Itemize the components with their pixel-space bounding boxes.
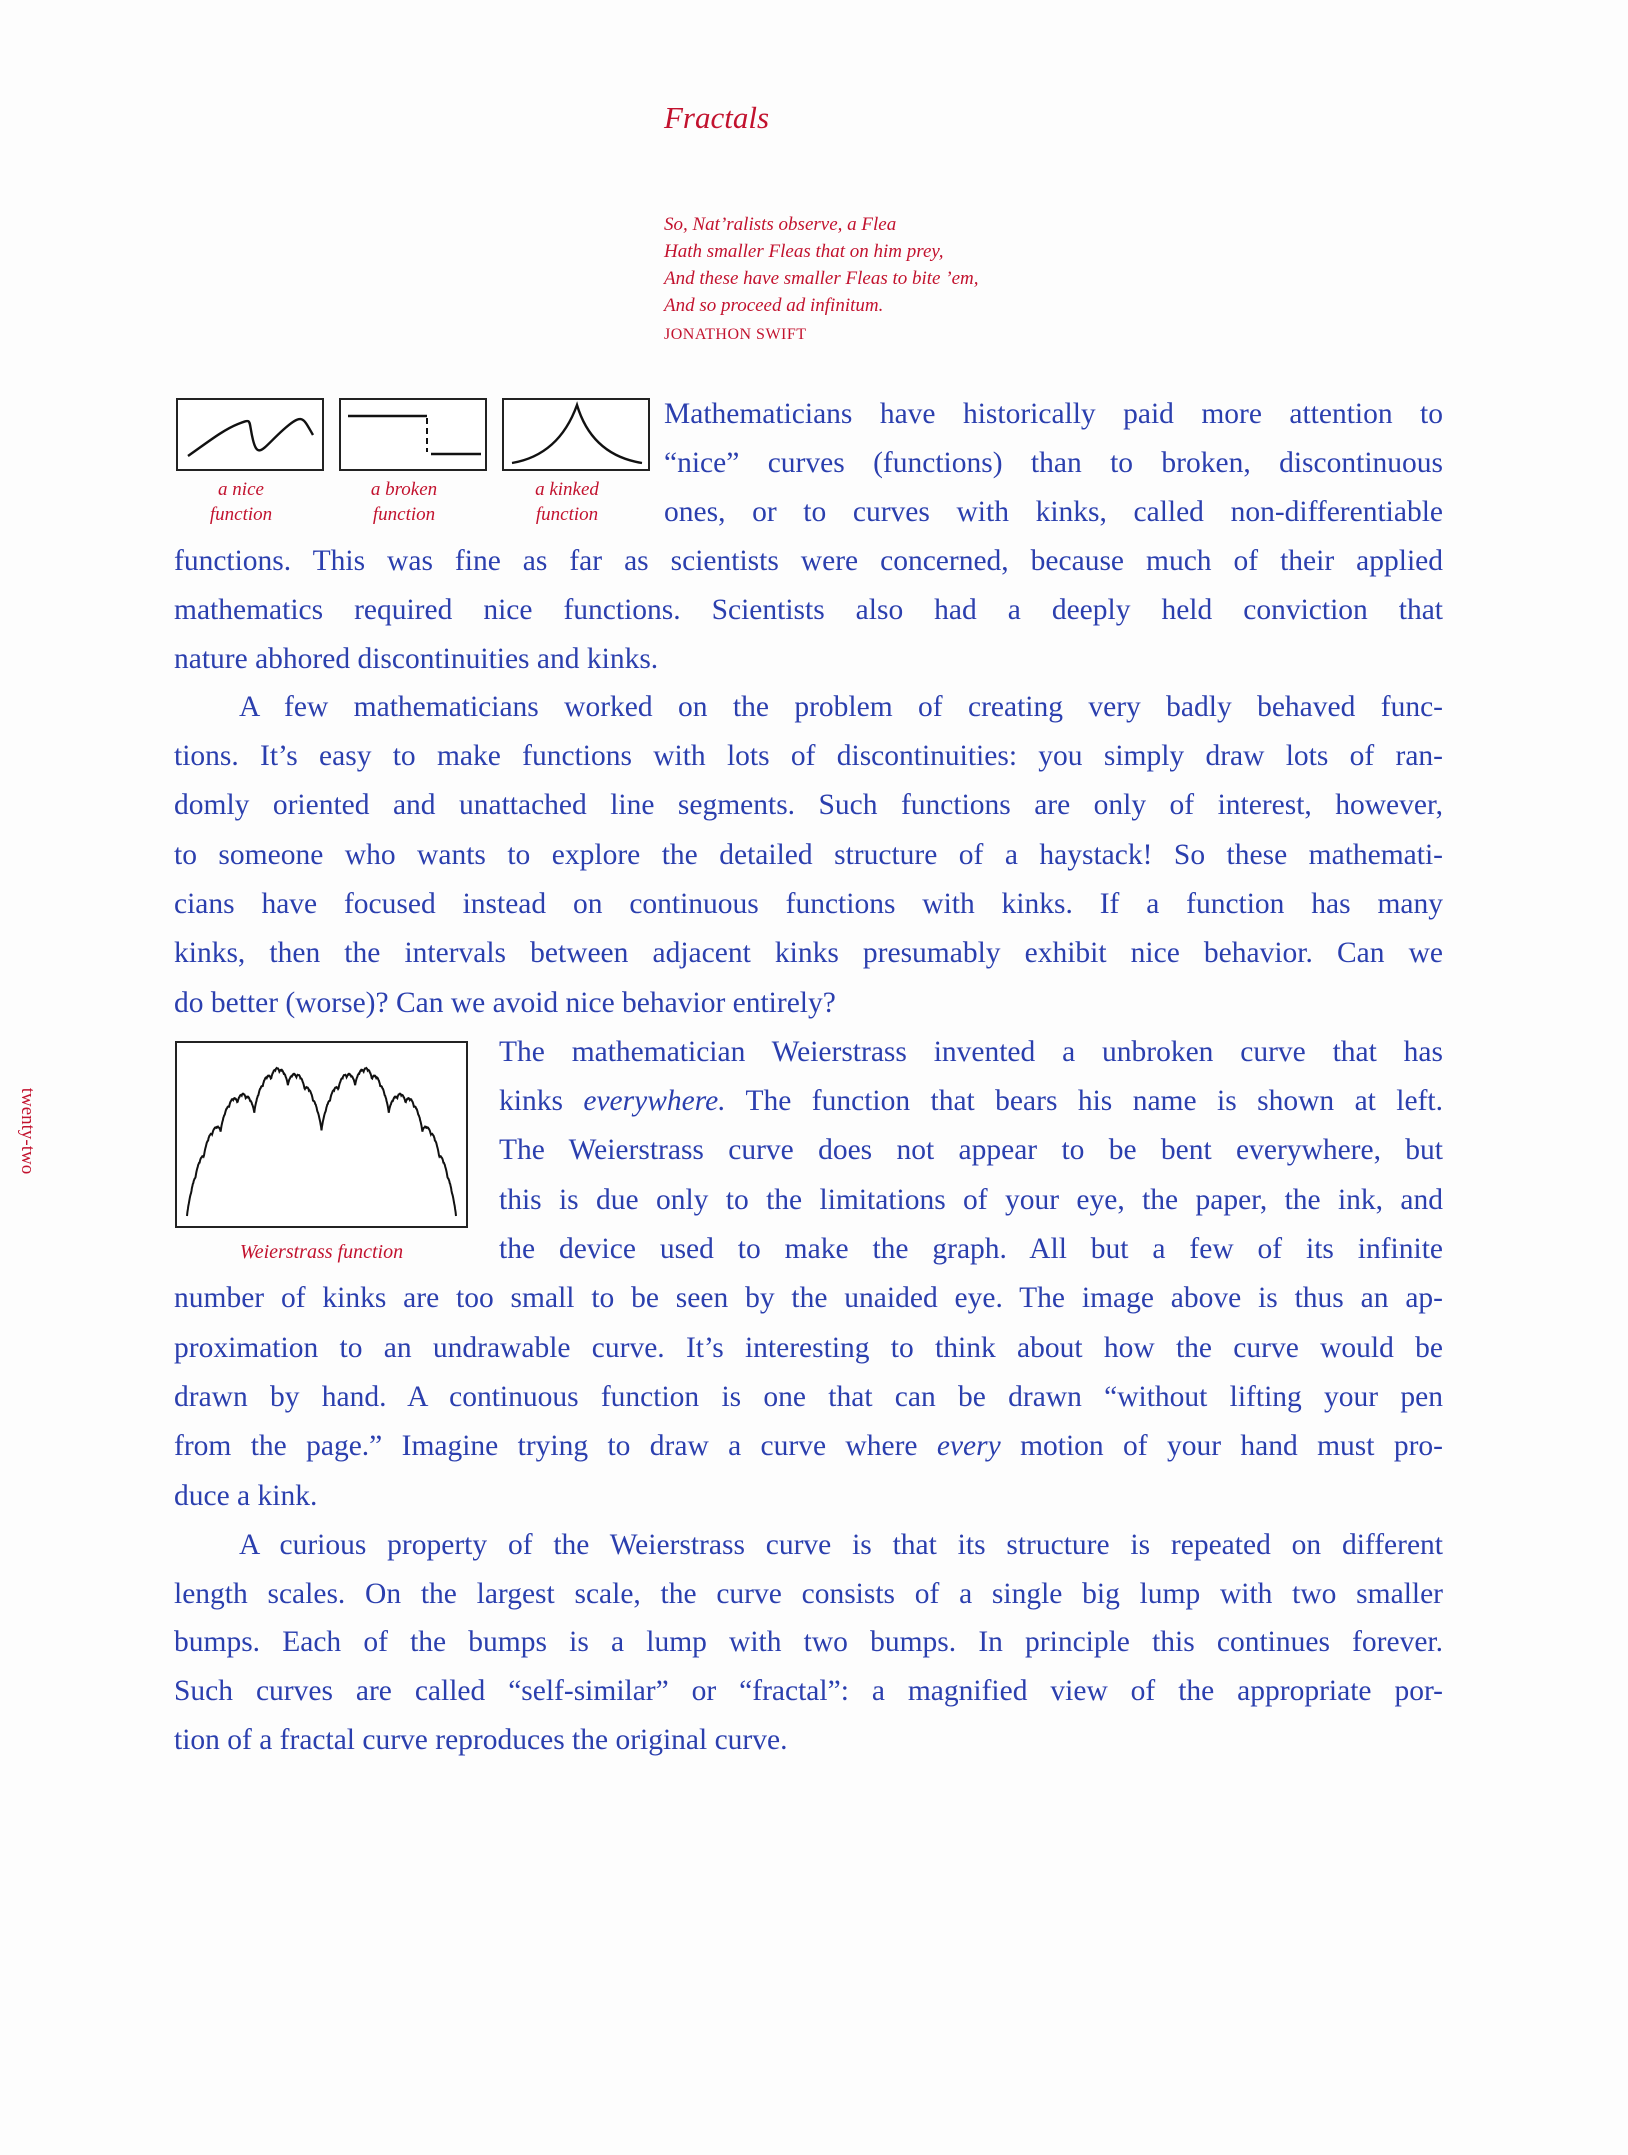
- paragraph-2-line: [174, 831, 1443, 880]
- paragraph-4-line: [174, 1570, 1443, 1619]
- caption-line: a kinked: [535, 479, 599, 500]
- text-run: A curious property of the Weierstrass curve is that its structure is repeated on different: [239, 1529, 1443, 1561]
- emphasized-word: everywhere.: [583, 1085, 726, 1117]
- text-run: number of kinks are too small to be seen by the unaided eye. The image above is thus an ap-: [174, 1282, 1443, 1314]
- text-run: from the page.” Imagine trying to draw a curve where: [174, 1430, 937, 1462]
- kinked-function-figure: [502, 398, 650, 471]
- weierstrass-function-figure: [175, 1041, 468, 1228]
- text-run: nature abhored discontinuities and kinks.: [174, 643, 659, 675]
- paragraph-3-line: [499, 1176, 1443, 1225]
- epigraph-line: And so proceed ad infinitum.: [664, 295, 884, 316]
- text-run: tions. It’s easy to make functions with lots of discontinuities: you simply draw lots of ran-: [174, 740, 1443, 772]
- text-run: proximation to an undrawable curve. It’s interesting to think about how the curve would be: [174, 1332, 1443, 1364]
- caption-line: a broken: [370, 479, 438, 500]
- broken-function-figure: [339, 398, 487, 471]
- broken-function-caption: [339, 477, 469, 527]
- text-run: kinks: [499, 1085, 584, 1117]
- paragraph-3-line: [499, 1225, 1443, 1274]
- paragraph-1-line: [174, 586, 1443, 635]
- epigraph-line: And these have smaller Fleas to bite ’em,: [664, 268, 979, 289]
- paragraph-3-line: [499, 1126, 1443, 1175]
- paragraph-1-line: [174, 635, 1443, 684]
- paragraph-3-line: [174, 1373, 1443, 1422]
- paragraph-2-line: [174, 880, 1443, 929]
- paragraph-1-line: [174, 537, 1443, 586]
- paragraph-2-line: [174, 781, 1443, 830]
- paragraph-1-line: [664, 488, 1443, 537]
- epigraph-line: So, Nat’ralists observe, a Flea: [664, 214, 897, 235]
- weierstrass-curve: [187, 1068, 456, 1216]
- epigraph-line: Hath smaller Fleas that on him prey,: [664, 241, 944, 262]
- paragraph-3-line: [499, 1028, 1443, 1077]
- text-run: this is due only to the limitations of your eye, the paper, the ink, and: [499, 1184, 1443, 1216]
- epigraph-author: JONATHON SWIFT: [664, 326, 807, 343]
- text-run: length scales. On the largest scale, the curve consists of a single big lump with two smaller: [174, 1578, 1443, 1610]
- text-run: tion of a fractal curve reproduces the original curve.: [174, 1724, 788, 1756]
- paragraph-4-line: [174, 1716, 1443, 1765]
- caption-line: a nice: [218, 479, 264, 500]
- emphasized-word: every: [936, 1430, 1001, 1462]
- text-run: kinks, then the intervals between adjacent kinks presumably exhibit nice behavior. Can we: [174, 937, 1443, 969]
- paragraph-2-line: [174, 929, 1443, 978]
- paragraph-3-line: [174, 1274, 1443, 1323]
- paragraph-2-line: [174, 979, 1443, 1028]
- paragraph-3-line: [174, 1324, 1443, 1373]
- text-run: bumps. Each of the bumps is a lump with two bumps. In principle this continues forever.: [174, 1626, 1443, 1658]
- paragraph-4-line: [174, 1618, 1443, 1667]
- paragraph-1-line: [664, 439, 1443, 488]
- caption-line: function: [209, 504, 273, 525]
- paragraph-4-line: [174, 1667, 1443, 1716]
- text-run: A few mathematicians worked on the problem of creating very badly behaved func-: [239, 691, 1443, 723]
- paragraph-4-line: [239, 1521, 1443, 1570]
- text-run: to someone who wants to explore the detailed structure of a haystack! So these mathemati-: [174, 839, 1443, 871]
- text-run: The mathematician Weierstrass invented a unbroken curve that has: [499, 1036, 1443, 1068]
- caption-line: function: [372, 504, 436, 525]
- paragraph-3-line: [499, 1077, 1443, 1126]
- chapter-title: Fractals: [664, 100, 770, 135]
- text-run: mathematics required nice functions. Scientists also had a deeply held conviction that: [174, 594, 1443, 626]
- paragraph-2-line: [239, 683, 1443, 732]
- text-run: Mathematicians have historically paid more attention to: [664, 398, 1443, 430]
- text-run: the device used to make the graph. All but a few of its infinite: [499, 1233, 1443, 1265]
- text-run: The function that bears his name is shown at left.: [725, 1085, 1443, 1117]
- page-number: twenty-two: [17, 1087, 38, 1175]
- text-run: domly oriented and unattached line segments. Such functions are only of interest, however,: [174, 789, 1443, 821]
- kinked-function-caption: [502, 477, 632, 527]
- text-run: duce a kink.: [174, 1480, 318, 1512]
- paragraph-2-line: [174, 732, 1443, 781]
- text-run: drawn by hand. A continuous function is one that can be drawn “without lifting your pen: [174, 1381, 1443, 1413]
- nice-function-caption: [176, 477, 306, 527]
- text-run: The Weierstrass curve does not appear to be bent everywhere, but: [499, 1134, 1443, 1166]
- text-run: cians have focused instead on continuous functions with kinks. If a function has many: [174, 888, 1443, 920]
- nice-function-figure: [176, 398, 324, 471]
- text-run: motion of your hand must pro-: [1000, 1430, 1443, 1462]
- text-run: do better (worse)? Can we avoid nice behavior entirely?: [174, 987, 836, 1019]
- paragraph-3-line: [174, 1472, 1443, 1521]
- text-run: ones, or to curves with kinks, called non-differentiable: [664, 496, 1443, 528]
- weierstrass-caption: Weierstrass function: [239, 1241, 404, 1263]
- text-run: Such curves are called “self-similar” or “fractal”: a magnified view of the appropriate por-: [174, 1675, 1443, 1707]
- text-run: functions. This was fine as far as scientists were concerned, because much of their applied: [174, 545, 1443, 577]
- text-run: “nice” curves (functions) than to broken, discontinuous: [664, 447, 1443, 479]
- caption-line: function: [535, 504, 599, 525]
- paragraph-3-line: [174, 1422, 1443, 1471]
- paragraph-1-line: [664, 390, 1443, 439]
